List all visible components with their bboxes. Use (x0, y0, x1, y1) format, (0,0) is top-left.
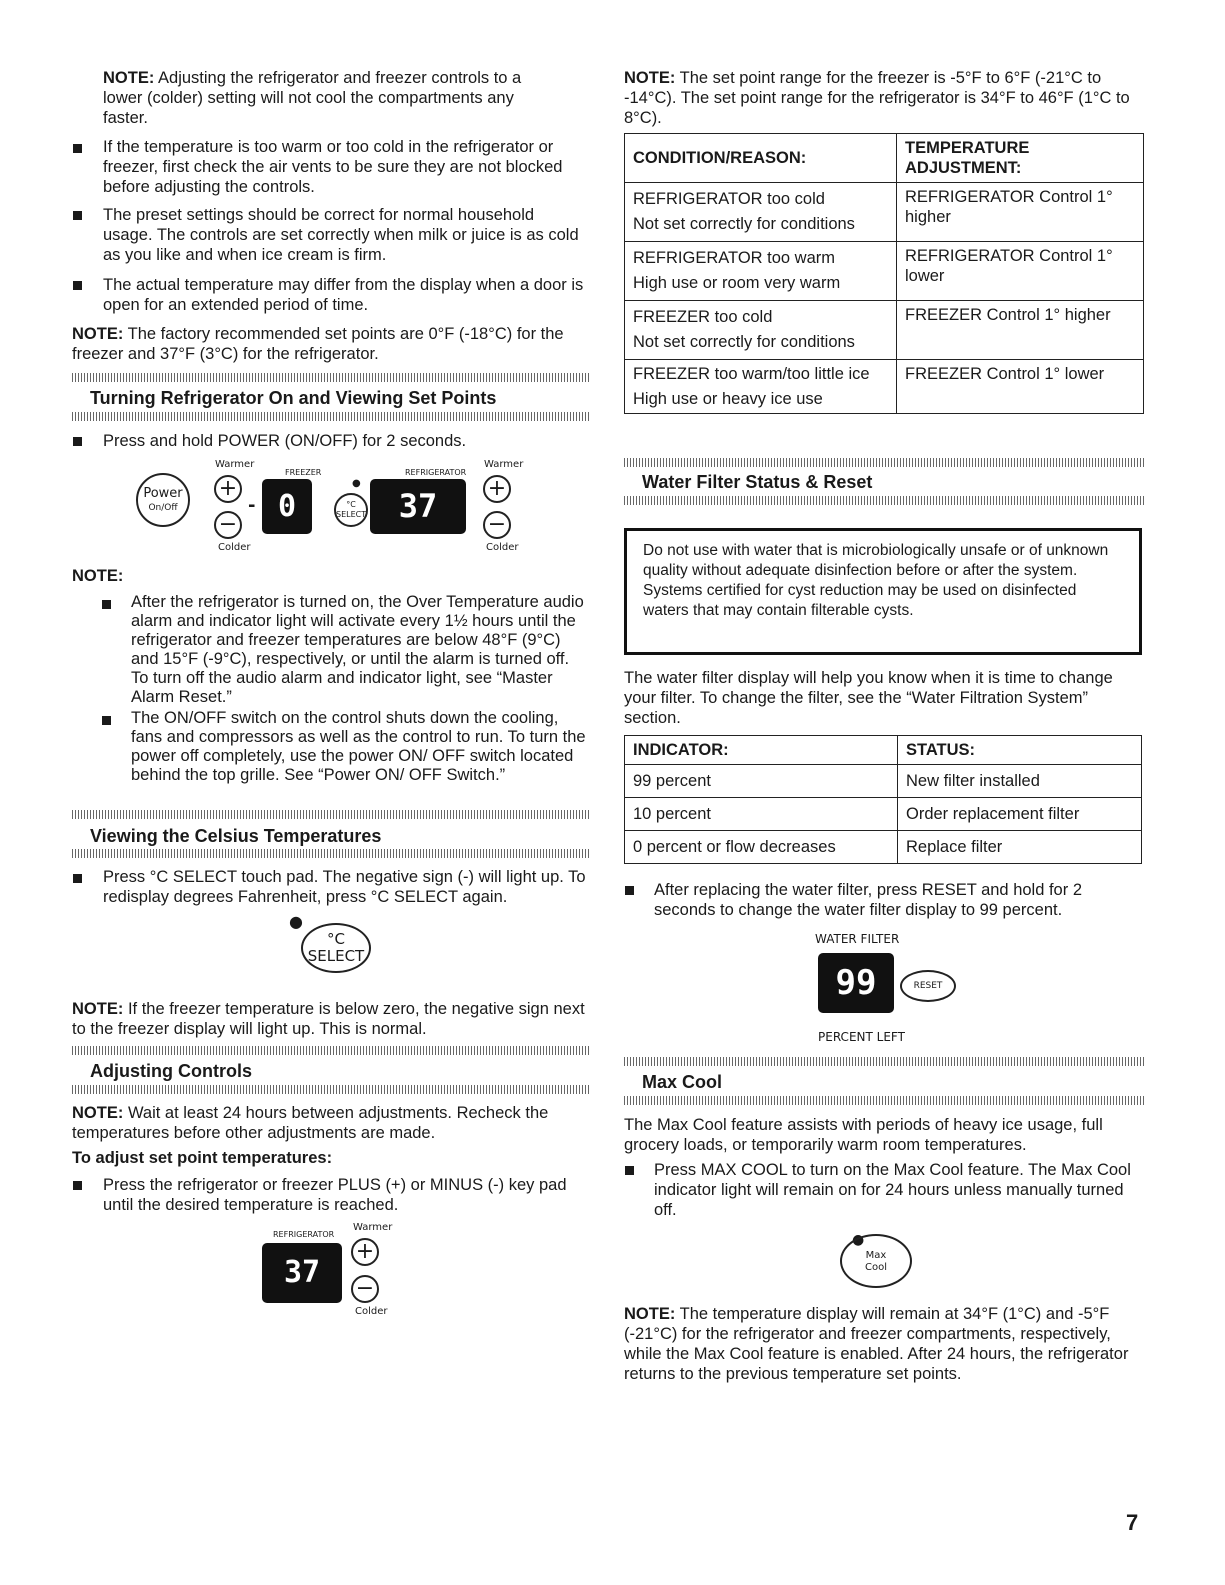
filter-percent-display: 99 (818, 953, 894, 1013)
condition-text: FREEZER too cold (633, 308, 773, 326)
table-row (625, 798, 1142, 831)
status-cell: Order replacement filter (898, 798, 1142, 831)
note-negative-sign (72, 999, 587, 1039)
bullet-press-power: Press and hold POWER (ON/OFF) for 2 seconds. (103, 432, 467, 450)
indicator-cell: 10 percent (625, 798, 898, 831)
table-row (625, 360, 1144, 414)
negative-sign-indicator: - (248, 495, 256, 516)
page-number: 7 (1126, 1510, 1139, 1535)
note-label: NOTE: (72, 1000, 124, 1018)
section-divider (624, 496, 1144, 505)
section-divider (72, 412, 590, 421)
bullet-marker (625, 886, 634, 895)
table-row (625, 301, 1144, 360)
note-text: Wait at least 24 hours between adjustments. Recheck the temperatures before other adjustments are made. (72, 1104, 549, 1142)
note-label: NOTE: (72, 325, 124, 343)
condition-text: FREEZER too warm/too little ice (633, 365, 870, 383)
select-label: SELECT (307, 947, 365, 965)
bullet-replace-filter: After replacing the water filter, press RESET and hold for 2 seconds to change the water filter display to 99 percent. (654, 881, 1082, 919)
table-row (625, 242, 1144, 301)
indicator-dot: ● (289, 912, 303, 931)
warning-box: Do not use with water that is microbiologically unsafe or of unknown quality without adequate disinfection before or after the system. Systems certified for cyst reduction may be used on disinfected waters that may contain filterable cysts. (624, 528, 1142, 655)
freezer-display: 0 (262, 479, 312, 534)
bullet-marker (73, 281, 82, 290)
table-row (625, 831, 1142, 864)
note-factory-set-points (72, 324, 587, 364)
power-button[interactable] (136, 473, 190, 527)
freezer-label: FREEZER (285, 468, 322, 477)
filter-status-table (624, 735, 1142, 864)
status-cell: New filter installed (898, 765, 1142, 798)
select-degree: °C (346, 500, 356, 509)
bullet-actual-temperature: The actual temperature may differ from the display when a door is open for an extended period of time. (103, 276, 584, 314)
bullet-marker (625, 1166, 634, 1175)
section-divider (72, 373, 590, 382)
note-label: NOTE: (624, 69, 676, 87)
section-title-max-cool: Max Cool (642, 1072, 723, 1092)
reason-text: Not set correctly for conditions (633, 215, 855, 233)
celsius-select-button[interactable] (334, 493, 368, 527)
max-cool-label: Max (865, 1250, 887, 1261)
table-header-row (625, 736, 1142, 765)
water-filter-label: WATER FILTER (815, 932, 900, 946)
bullet-onoff-switch: The ON/OFF switch on the control shuts down the cooling, fans and compressors as well as the control to run. To turn the power off completely, use the power ON/ OFF switch located behind the top grille. See “Power ON/ OFF Switch.” (131, 709, 586, 784)
table-row (625, 765, 1142, 798)
refrigerator-display: 37 (262, 1243, 342, 1303)
section-divider (624, 458, 1144, 467)
header-status: STATUS: (898, 736, 1142, 765)
header-indicator: INDICATOR: (625, 736, 898, 765)
section-divider (72, 849, 590, 858)
bullet-marker (102, 600, 111, 609)
section-divider (72, 1046, 590, 1055)
section-divider (624, 1096, 1144, 1105)
filter-display-text: The water filter display will help you know when it is time to change your filter. To change the filter, see the “Water Filtration System” section. (624, 669, 1113, 727)
section-divider (624, 1057, 1144, 1066)
power-sublabel: On/Off (148, 503, 178, 513)
celsius-select-button-large[interactable] (301, 923, 371, 973)
section-divider (72, 810, 590, 819)
bullet-marker (102, 716, 111, 725)
indicator-dot: ● (352, 478, 361, 489)
note-adjusting-colder (103, 68, 563, 128)
table-row (625, 183, 1144, 242)
temperature-adjustment-table (624, 133, 1144, 414)
status-cell: Replace filter (898, 831, 1142, 864)
note-text: Adjusting the refrigerator and freezer controls to a lower (colder) setting will not cool the compartments any faster. (103, 69, 522, 127)
warmer-label-freezer: Warmer (215, 459, 255, 470)
warmer-label-refrigerator: Warmer (484, 459, 524, 470)
refrigerator-display: 37 (370, 479, 466, 534)
condition-text: REFRIGERATOR too warm (633, 249, 836, 267)
note-text: The set point range for the freezer is -5°F to 6°F (-21°C to -14°C). The set point range for the refrigerator is 34°F to 46°F (1°C to 8°C). (624, 69, 1130, 127)
freezer-minus-button[interactable]: − (214, 511, 242, 539)
section-title-water-filter: Water Filter Status & Reset (642, 472, 873, 492)
header-condition: CONDITION/REASON: (625, 134, 897, 183)
note-wait-24-hours (72, 1103, 587, 1143)
bullet-preset-settings: The preset settings should be correct for normal household usage. The controls are set correctly when milk or juice is as cold as you like and when ice cream is firm. (103, 206, 579, 264)
refrigerator-plus-button[interactable]: + (483, 475, 511, 503)
note-text: The factory recommended set points are 0°F (-18°C) for the freezer and 37°F (3°C) for the refrigerator. (72, 325, 564, 363)
reset-button[interactable]: RESET (900, 970, 956, 1002)
reason-text: High use or heavy ice use (633, 390, 823, 408)
refrigerator-minus-button[interactable]: − (483, 511, 511, 539)
max-cool-description: The Max Cool feature assists with periods of heavy ice usage, full grocery loads, or temporarily warm room temperatures. (624, 1116, 1103, 1154)
note-set-point-range (624, 68, 1146, 128)
subheading-adjust-set-point: To adjust set point temperatures: (72, 1149, 333, 1167)
indicator-cell: 0 percent or flow decreases (625, 831, 898, 864)
note-label: NOTE: (72, 1104, 124, 1122)
indicator-cell: 99 percent (625, 765, 898, 798)
section-title-adjusting: Adjusting Controls (90, 1061, 252, 1081)
note-label: NOTE: (72, 567, 124, 585)
note-max-cool-display (624, 1304, 1144, 1384)
bullet-marker (73, 874, 82, 883)
table-header-row (625, 134, 1144, 183)
condition-text: REFRIGERATOR too cold (633, 190, 825, 208)
select-degree: °C (327, 930, 345, 948)
select-label: SELECT (336, 510, 367, 519)
bullet-marker (73, 144, 82, 153)
note-label: NOTE: (624, 1305, 676, 1323)
adjustment-text: FREEZER Control 1° higher (897, 301, 1144, 360)
colder-label-refrigerator: Colder (486, 542, 519, 553)
section-divider (72, 1085, 590, 1094)
warmer-label: Warmer (353, 1222, 393, 1233)
adjustment-text: REFRIGERATOR Control 1° higher (897, 183, 1144, 242)
section-title-celsius: Viewing the Celsius Temperatures (90, 826, 382, 846)
bullet-press-plus-minus: Press the refrigerator or freezer PLUS (+) or MINUS (-) key pad until the desired temperature is reached. (103, 1176, 567, 1214)
freezer-plus-button[interactable]: + (214, 475, 242, 503)
bullet-marker (73, 211, 82, 220)
max-cool-sublabel: Cool (865, 1262, 887, 1273)
note-text: If the freezer temperature is below zero, the negative sign next to the freezer display will light up. This is normal. (72, 1000, 585, 1038)
refrigerator-label: REFRIGERATOR (405, 468, 467, 477)
percent-left-label: PERCENT LEFT (818, 1030, 905, 1044)
note-label: NOTE: (103, 69, 155, 87)
header-adjustment: TEMPERATURE ADJUSTMENT: (897, 134, 1144, 183)
refrigerator-plus-button[interactable]: + (351, 1238, 379, 1266)
bullet-marker (73, 437, 82, 446)
indicator-dot: ● (852, 1232, 865, 1248)
colder-label: Colder (355, 1306, 388, 1317)
max-cool-button[interactable] (840, 1234, 912, 1288)
power-label: Power (143, 486, 183, 501)
bullet-air-vents: If the temperature is too warm or too cold in the refrigerator or freezer, first check the air vents to be sure they are not blocked before adjusting the controls. (103, 138, 563, 196)
section-title-turning-on: Turning Refrigerator On and Viewing Set Points (90, 388, 497, 408)
reason-text: Not set correctly for conditions (633, 333, 855, 351)
bullet-marker (73, 1181, 82, 1190)
bullet-press-select: Press °C SELECT touch pad. The negative sign (-) will light up. To redisplay degrees Fahrenheit, press °C SELECT again. (103, 868, 586, 906)
bullet-over-temperature: After the refrigerator is turned on, the Over Temperature audio alarm and indicator light will activate every 1½ hours until the refrigerator and freezer temperatures are below 48°F (9°C) and 15°F (-9°C), respectively, or until the alarm is turned off. To turn off the audio alarm and indicator light, see “Master Alarm Reset.” (131, 593, 584, 706)
reason-text: High use or room very warm (633, 274, 841, 292)
adjustment-text: FREEZER Control 1° lower (897, 360, 1144, 414)
adjustment-text: REFRIGERATOR Control 1° lower (897, 242, 1144, 301)
colder-label-freezer: Colder (218, 542, 251, 553)
refrigerator-minus-button[interactable]: − (351, 1275, 379, 1303)
refrigerator-label: REFRIGERATOR (273, 1230, 335, 1239)
bullet-press-max-cool: Press MAX COOL to turn on the Max Cool feature. The Max Cool indicator light will remain on for 24 hours unless manually turned off. (654, 1161, 1131, 1219)
note-text: The temperature display will remain at 34°F (1°C) and -5°F (-21°C) for the refrigerator and freezer compartments, respectively, while the Max Cool feature is enabled. After 24 hours, the refrigerator returns to the previous temperature set points. (624, 1305, 1129, 1383)
